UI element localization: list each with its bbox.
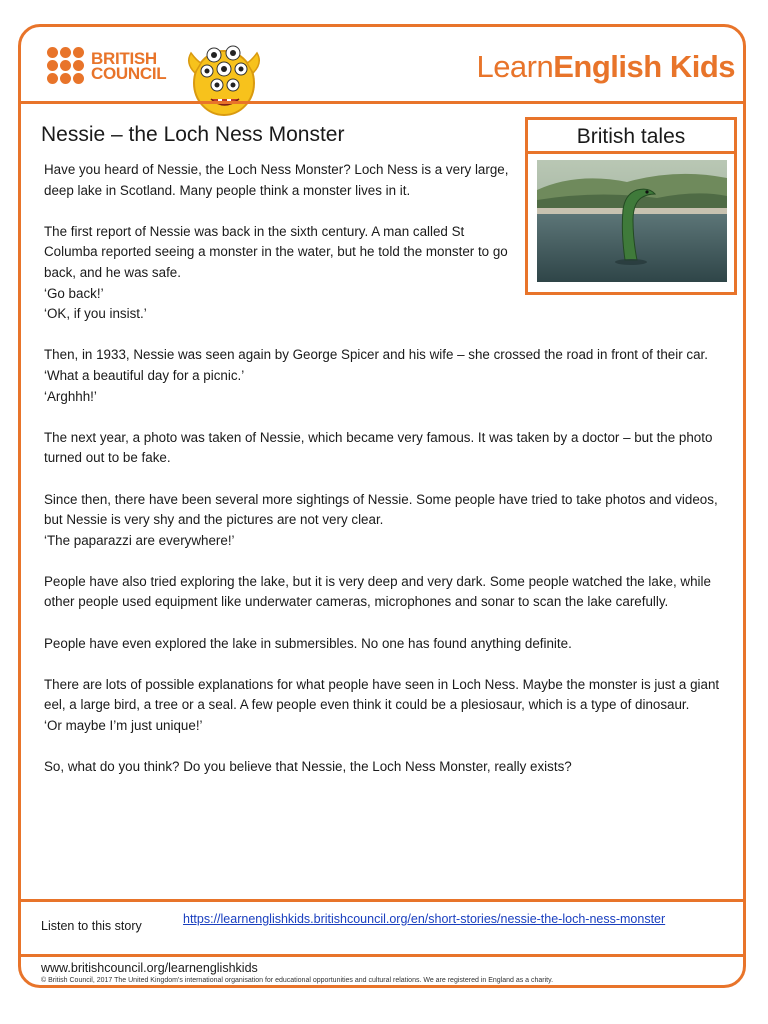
header-divider [21,101,743,104]
story-paragraph-3 [44,345,734,407]
header [21,27,743,105]
dialogue-line: ‘OK, if you insist.’ [44,306,147,322]
british-council-logo [47,47,166,84]
story-paragraph-5 [44,490,734,552]
dialogue-line: ‘What a beautiful day for a picnic.’ [44,367,245,383]
british-council-dots-icon [47,47,84,84]
category-label: British tales [528,120,734,154]
org-name-line1: BRITISH [91,48,157,68]
monster-mascot-icon [181,33,267,119]
story-paragraph-4: The next year, a photo was taken of Nessie, which became very famous. It was taken by a doctor – but the photo turned out to be fake. [44,429,713,466]
story-paragraph-1: Have you heard of Nessie, the Loch Ness Monster? Loch Ness is a very large, deep lake in Scotland. Many people think a monster lives in it. [44,162,509,198]
dialogue-line: ‘Or maybe I’m just unique!’ [44,718,203,734]
story-paragraph-9: So, what do you think? Do you believe that Nessie, the Loch Ness Monster, really exists? [44,759,572,775]
learnenglish-kids-logo [476,49,735,85]
story-paragraph-6: People have also tried exploring the lake, but it is very deep and very dark. Some people watched the lake, while other people used equipment like underwater cameras, microphones and sonar to scan the lake carefully. [44,573,711,610]
dialogue-line: ‘Go back!’ [44,285,104,301]
website-url: www.britishcouncil.org/learnenglishkids [41,961,258,975]
story-paragraph-3-text: Then, in 1933, Nessie was seen again by George Spicer and his wife – she crossed the road in front of their car. [44,347,708,363]
story-paragraph-8 [44,675,734,737]
page-frame [18,24,746,988]
dialogue-line: ‘The paparazzi are everywhere!’ [44,532,235,548]
story-text [44,160,734,798]
org-name-line2: COUNCIL [91,63,167,83]
page-title: Nessie – the Loch Ness Monster [41,123,345,146]
copyright-notice: © British Council, 2017 The United Kingdom’s international organisation for educational opportunities and cultural relations. We are registered in England as a charity. [41,977,554,984]
story-paragraph-5-text: Since then, there have been several more sightings of Nessie. Some people have tried to take photos and videos, but Nessie is very shy and the pictures are not very clear. [44,491,718,528]
story-link[interactable]: https://learnenglishkids.britishcouncil.org/en/short-stories/nessie-the-loch-ness-monster [183,912,666,926]
brand-bold-text: English Kids [553,49,735,84]
dialogue-line: ‘Arghhh!’ [44,388,97,404]
listen-row [21,899,743,957]
brand-light-text: Learn [476,49,554,84]
story-paragraph-2 [44,222,514,325]
story-paragraph-7: People have even explored the lake in submersibles. No one has found anything definite. [44,635,572,651]
british-council-wordmark [91,48,167,83]
story-paragraph-8-text: There are lots of possible explanations for what people have seen in Loch Ness. Maybe the monster is just a giant eel, a large bird, a tree or a seal. A few people even think it could be a plesiosaur, which is a type of dinosaur. [44,676,720,713]
listen-label: Listen to this story [41,919,142,933]
story-paragraph-2-text: The first report of Nessie was back in the sixth century. A man called St Columba reported seeing a monster in the water, but he told the monster to go back, and he was safe. [44,223,508,280]
